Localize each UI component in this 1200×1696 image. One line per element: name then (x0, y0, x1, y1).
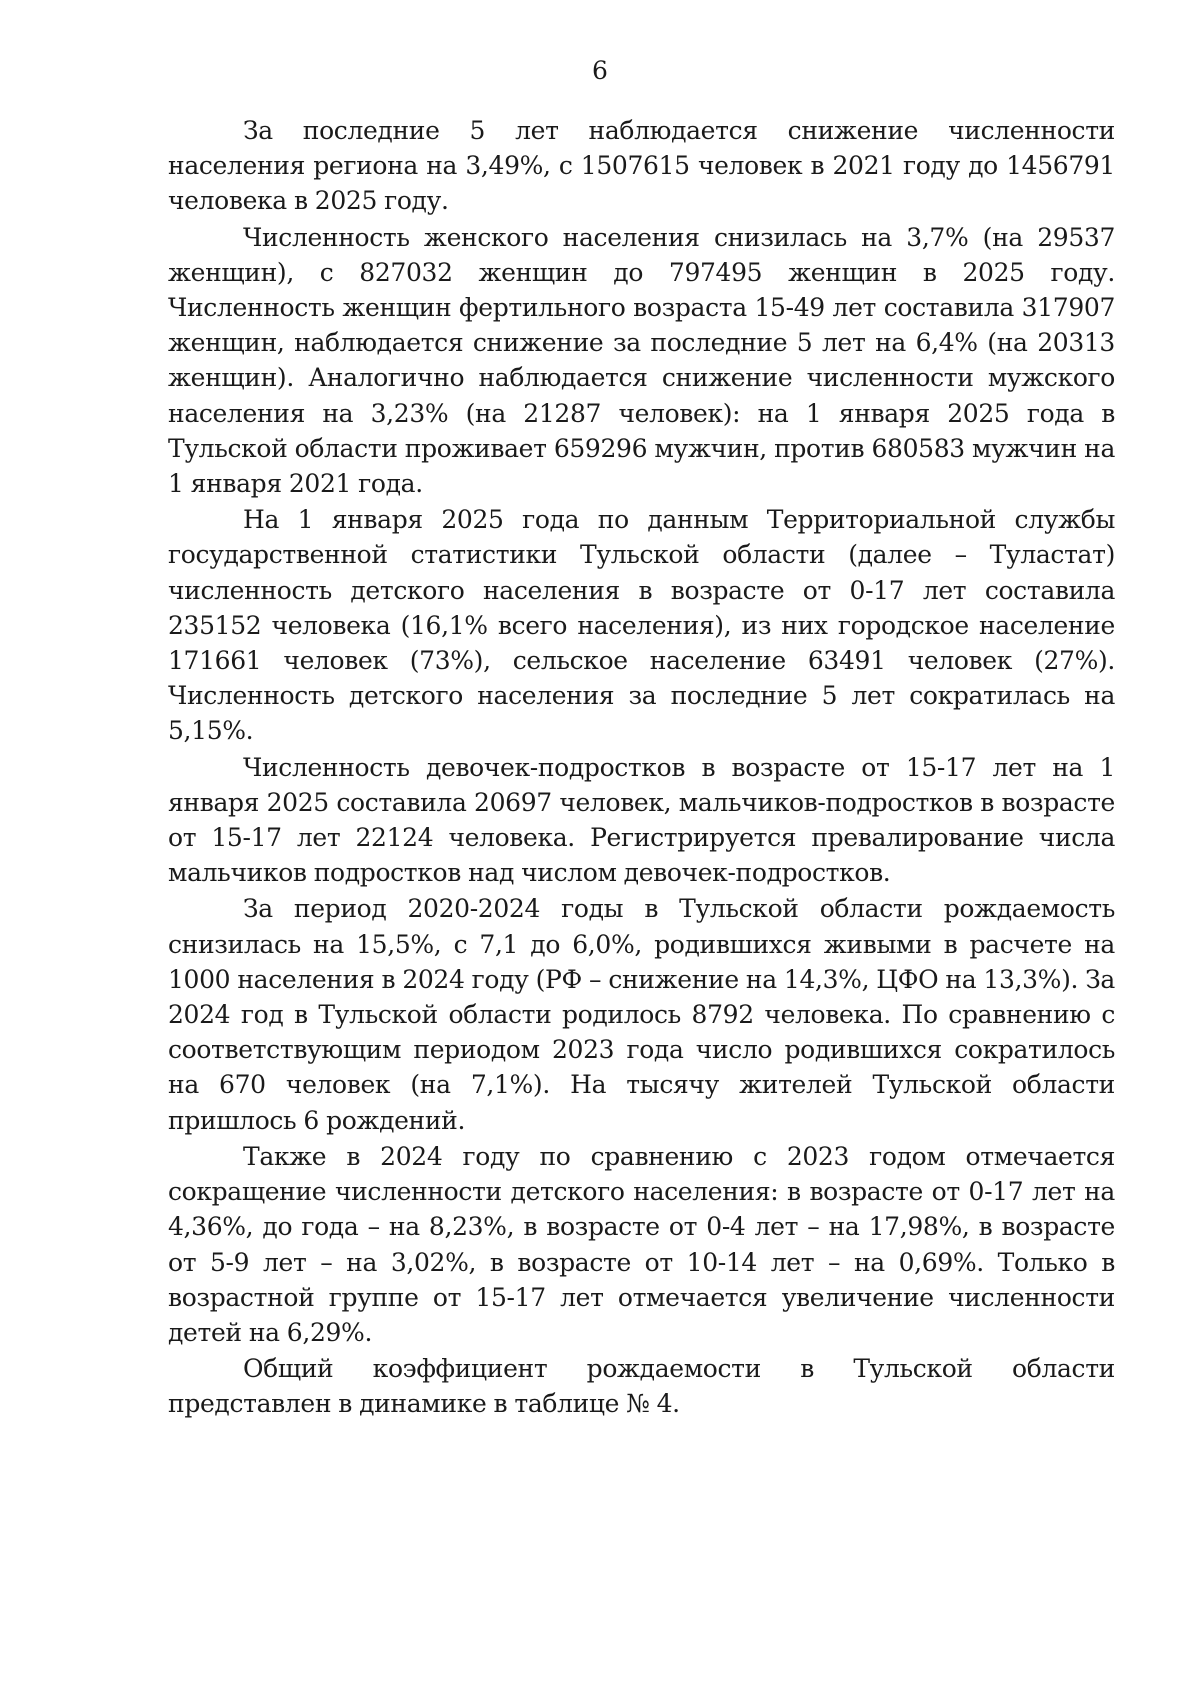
paragraph-population-decline: За последние 5 лет наблюдается снижение численности населения региона на 3,49%, с 1507615 человек в 2021 году до 1456791 человека в 2025 году. (168, 116, 1115, 216)
paragraph-table-reference: Общий коэффициент рождаемости в Тульской области представлен в динамике в таблице № 4. (168, 1354, 1115, 1419)
paragraph-child-population-2024: Также в 2024 году по сравнению с 2023 годом отмечается сокращение численности детского населения: в возрасте от 0-17 лет на 4,36%, до года – на 8,23%, в возрасте от 0-4 лет – на 17,98%, в возрасте от 5-9 лет – на 3,02%, в возрасте от 10-14 лет – на 0,69%. Только в возрастной группе от 15-17 лет отмечается увеличение численности детей на 6,29%. (168, 1141, 1115, 1347)
paragraph-birth-rate: За период 2020-2024 годы в Тульской области рождаемость снизилась на 15,5%, с 7,1 до 6,0%, родившихся живыми в расчете на 1000 населения в 2024 году (РФ – снижение на 14,3%, ЦФО на 13,3%). За 2024 год в Тульской области родилось 8792 человека. По сравнению с соответствующим периодом 2023 года число родившихся сократилось на 670 человек (на 7,1%). На тысячу жителей Тульской области пришлось 6 рождений. (168, 894, 1115, 1135)
paragraph-child-population: На 1 января 2025 года по данным Территориальной службы государственной статистики Тульской области (далее – Туластат) численность детского населения в возрасте от 0-17 лет составила 235152 человека (16,1% всего населения), из них городское население 171661 человек (73%), сельское население 63491 человек (27%). Численность детского населения за последние 5 лет сократилась на 5,15%. (168, 505, 1115, 746)
paragraph-female-male-population: Численность женского населения снизилась на 3,7% (на 29537 женщин), с 827032 женщин до 797495 женщин в 2025 году. Численность женщин фертильного возраста 15-49 лет составила 317907 женщин, наблюдается снижение за последние 5 лет на 6,4% (на 20313 женщин). Аналогично наблюдается снижение численности мужского населения на 3,23% (на 21287 человек): на 1 января 2025 года в Тульской области проживает 659296 мужчин, против 680583 мужчин на 1 января 2021 года. (168, 222, 1115, 499)
paragraph-adolescents: Численность девочек-подростков в возрасте от 15-17 лет на 1 января 2025 составила 20697 человек, мальчиков-подростков в возрасте от 15-17 лет 22124 человека. Регистрируется превалирование числа мальчиков подростков над числом девочек-подростков. (168, 752, 1115, 888)
page-number: 6 (592, 56, 608, 85)
body-text (168, 113, 1115, 1423)
